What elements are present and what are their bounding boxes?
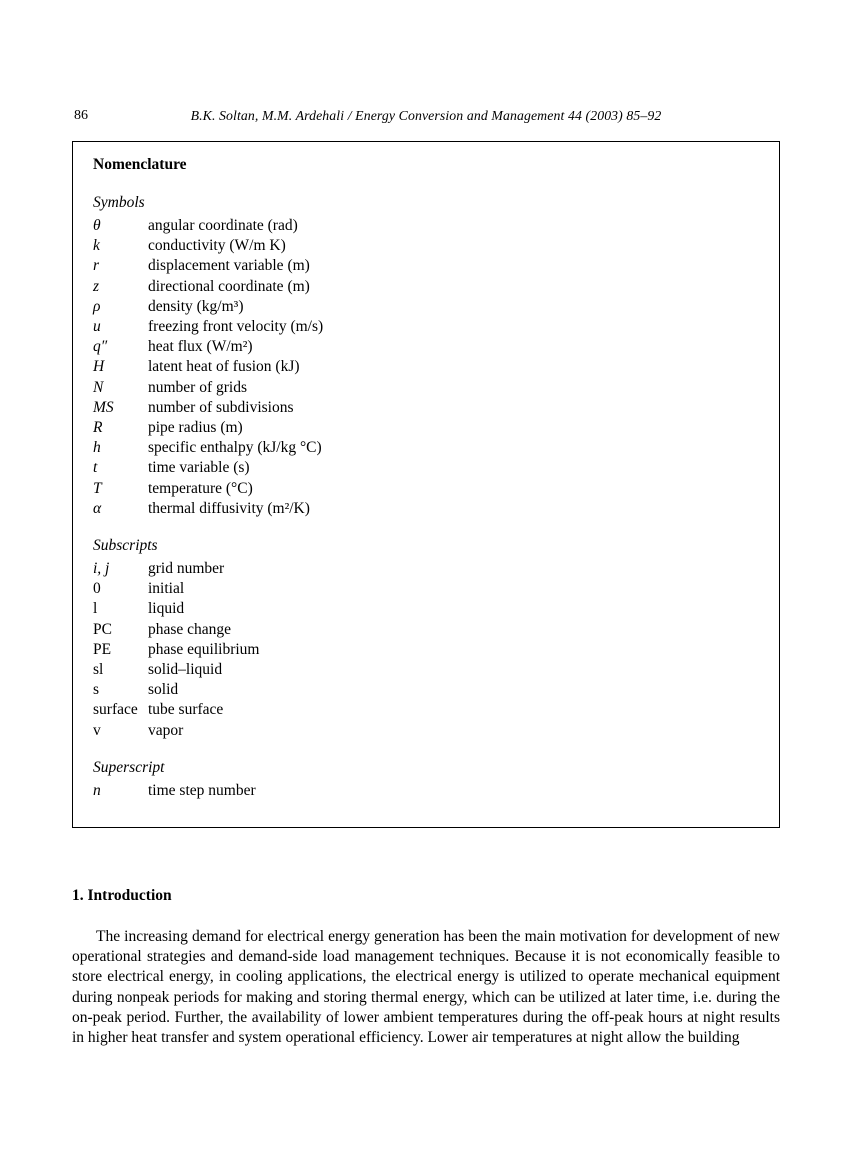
symbol-cell: u bbox=[93, 318, 101, 336]
page-header bbox=[72, 108, 780, 128]
symbol-cell: H bbox=[93, 358, 105, 376]
introduction-section bbox=[72, 886, 780, 1048]
subscripts-heading: Subscripts bbox=[93, 537, 158, 555]
definition-cell: specific enthalpy (kJ/kg °C) bbox=[148, 439, 322, 457]
definition-cell: pipe radius (m) bbox=[148, 419, 243, 437]
definition-cell: thermal diffusivity (m²/K) bbox=[148, 499, 310, 517]
definition-cell: displacement variable (m) bbox=[148, 257, 310, 275]
symbol-cell: surface bbox=[93, 701, 138, 719]
symbol-cell: h bbox=[93, 439, 101, 457]
symbol-cell: t bbox=[93, 459, 98, 477]
running-head: B.K. Soltan, M.M. Ardehali / Energy Conversion and Management 44 (2003) 85–92 bbox=[190, 108, 662, 123]
definition-cell: heat flux (W/m²) bbox=[148, 338, 253, 356]
symbol-cell: PC bbox=[93, 620, 112, 638]
superscript-heading: Superscript bbox=[93, 758, 165, 776]
definition-cell: density (kg/m³) bbox=[148, 297, 244, 315]
definition-cell: temperature (°C) bbox=[148, 479, 253, 497]
definition-cell: directional coordinate (m) bbox=[148, 277, 310, 295]
nomenclature-box bbox=[72, 141, 780, 828]
symbol-cell: N bbox=[93, 378, 104, 396]
symbol-cell: k bbox=[93, 237, 100, 255]
introduction-heading: 1. Introduction bbox=[72, 887, 172, 905]
symbol-cell: MS bbox=[93, 398, 114, 416]
definition-cell: phase equilibrium bbox=[148, 640, 260, 658]
symbol-cell: z bbox=[93, 277, 100, 295]
subscripts-list bbox=[93, 559, 759, 741]
definition-cell: time step number bbox=[148, 781, 256, 799]
symbols-list bbox=[93, 216, 759, 519]
definition-cell: vapor bbox=[148, 721, 184, 739]
symbol-cell: v bbox=[93, 721, 101, 739]
symbol-cell: PE bbox=[93, 640, 112, 658]
definition-cell: tube surface bbox=[148, 701, 224, 719]
definition-cell: freezing front velocity (m/s) bbox=[148, 318, 324, 336]
definition-cell: number of subdivisions bbox=[148, 398, 294, 416]
definition-cell: conductivity (W/m K) bbox=[148, 237, 286, 255]
definition-cell: grid number bbox=[148, 560, 225, 578]
definition-cell: time variable (s) bbox=[148, 459, 250, 477]
symbol-cell: q″ bbox=[93, 338, 108, 356]
symbol-cell: R bbox=[93, 419, 103, 437]
symbol-cell: i, j bbox=[93, 560, 110, 578]
page-number: 86 bbox=[74, 108, 88, 123]
introduction-paragraph: The increasing demand for electrical energy generation has been the main motivation for development of new operational strategies and demand-side load management techniques. Because it is not economically feasible to store electrical energy, in cooling applications, the electrical energy is utilized to operate mechanical equipment during nonpeak periods for making and storing thermal energy, which can be utilized at later time, i.e. during the on-peak period. Further, the availability of lower ambient temperatures during the off-peak hours at night results in higher heat transfer and system operational efficiency. Lower air temperatures at night allow the building bbox=[72, 928, 780, 1047]
symbols-heading: Symbols bbox=[93, 194, 145, 211]
nomenclature-title: Nomenclature bbox=[93, 156, 187, 173]
superscript-list bbox=[93, 781, 759, 801]
symbol-cell: α bbox=[93, 499, 102, 517]
definition-cell: initial bbox=[148, 580, 185, 598]
definition-cell: solid–liquid bbox=[148, 661, 223, 679]
definition-cell: solid bbox=[148, 681, 179, 699]
symbol-cell: l bbox=[93, 600, 98, 618]
symbol-cell: 0 bbox=[93, 580, 101, 598]
definition-cell: number of grids bbox=[148, 378, 248, 396]
symbol-cell: θ bbox=[93, 217, 101, 234]
symbol-cell: sl bbox=[93, 661, 104, 679]
definition-cell: phase change bbox=[148, 620, 232, 638]
definition-cell: liquid bbox=[148, 600, 185, 618]
definition-cell: latent heat of fusion (kJ) bbox=[148, 358, 300, 376]
symbol-cell: s bbox=[93, 681, 100, 699]
symbol-cell: n bbox=[93, 781, 101, 799]
symbol-cell: r bbox=[93, 257, 100, 275]
definition-cell: angular coordinate (rad) bbox=[148, 217, 298, 234]
symbol-cell: ρ bbox=[93, 297, 101, 315]
symbol-cell: T bbox=[93, 479, 102, 497]
